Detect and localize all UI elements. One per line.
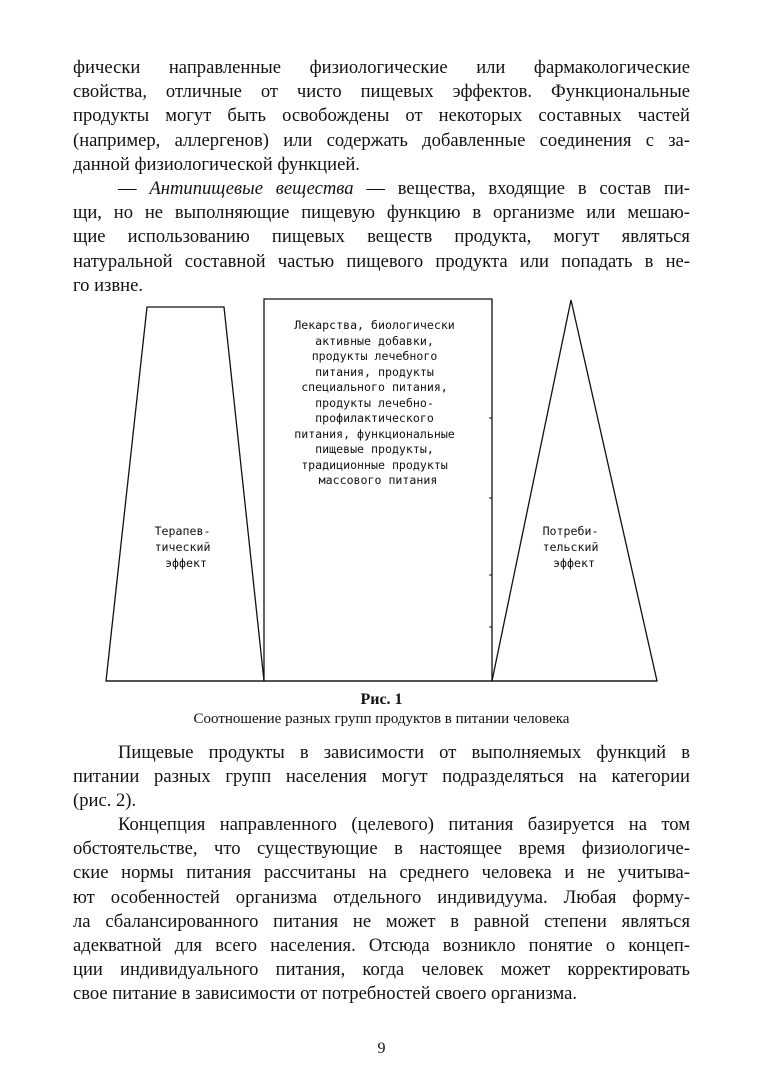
label-line: тический xyxy=(154,540,211,554)
label-line: эффект xyxy=(553,556,595,570)
page-number: 9 xyxy=(377,1040,386,1057)
paragraph-line: данной физиологической функцией. xyxy=(73,153,360,175)
em-dash: — xyxy=(118,178,137,199)
paragraph-2 xyxy=(73,177,690,298)
label-line: тельский xyxy=(542,540,599,554)
term-antinutrients: Антипищевые вещества xyxy=(149,178,354,199)
paragraph-line: го извне. xyxy=(73,274,144,296)
paragraph-line xyxy=(73,177,690,201)
paragraph-line: фически направленные физиологические или фармакологические xyxy=(73,57,690,78)
label-line: профилактического xyxy=(315,411,434,425)
label-line: питания, функциональные xyxy=(294,427,455,441)
label-line: Потреби- xyxy=(542,524,599,538)
label-line: продукты лечебного xyxy=(311,349,438,363)
therapeutic-effect-label xyxy=(155,524,218,570)
label-line: эффект xyxy=(165,556,207,570)
paragraph-line: ции индивидуального питания, когда человек может корректировать xyxy=(73,959,690,981)
paragraph-line: щи, но не выполняющие пищевую функцию в организме или мешаю- xyxy=(73,202,690,224)
paragraph-line: Пищевые продукты в зависимости от выполняемых функций в xyxy=(118,742,690,763)
paragraph-line: ют особенностей организма отдельного индивидуума. Любая форму- xyxy=(73,886,690,908)
consumer-effect-label xyxy=(543,524,606,570)
paragraph-4 xyxy=(73,813,690,1007)
paragraph-line: адекватной для всего населения. Отсюда возникло понятие о концеп- xyxy=(73,934,690,956)
figure-caption-text: Соотношение разных групп продуктов в питании человека xyxy=(193,711,570,727)
label-line: Лекарства, биологически xyxy=(294,318,455,332)
label-line: массового питания xyxy=(318,473,438,487)
label-line: пищевые продукты, xyxy=(315,442,434,456)
label-line: Терапев- xyxy=(154,524,211,538)
paragraph-line: свое питание в зависимости от потребностей своего организма. xyxy=(73,983,578,1005)
paragraph-line: продукты могут быть освобождены от некоторых составных частей xyxy=(73,105,690,127)
therapeutic-trapezoid xyxy=(106,307,264,681)
label-line: продукты лечебно- xyxy=(315,396,434,410)
paragraph-3 xyxy=(73,741,690,814)
paragraph-line: ские нормы питания рассчитаны на среднего человека и не учитыва- xyxy=(73,862,690,884)
paragraph-line: натуральной составной частью пищевого продукта или попадать в не- xyxy=(73,250,690,272)
figure-1-diagram xyxy=(0,295,763,690)
figure-caption-number: Рис. 1 xyxy=(360,691,403,708)
paragraph-line: свойства, отличные от чисто пищевых эффектов. Функциональные xyxy=(73,81,690,103)
label-line: специального питания, xyxy=(301,380,448,394)
label-line: активные добавки, xyxy=(315,334,434,348)
paragraph-line: ла сбалансированного питания не может в равной степени являться xyxy=(73,910,690,932)
paragraph-line: Концепция направленного (целевого) питания базируется на том xyxy=(118,814,690,835)
consumer-triangle xyxy=(492,300,657,681)
paragraph-line-rest: — вещества, входящие в состав пи- xyxy=(353,178,690,199)
paragraph-line: обстоятельстве, что существующие в настоящее время физиологиче- xyxy=(73,838,690,860)
paragraph-line: (например, аллергенов) или содержать добавленные соединения с за- xyxy=(73,129,690,151)
label-line: питания, продукты xyxy=(315,365,434,379)
paragraph-line: щие использованию пищевых веществ продукта, могут являться xyxy=(73,226,690,248)
paragraph-line: питании разных групп населения могут подразделяться на категории xyxy=(73,766,690,788)
paragraph-line: (рис. 2). xyxy=(73,790,137,812)
label-line: традиционные продукты xyxy=(301,458,448,472)
product-groups-label xyxy=(294,318,462,487)
paragraph-1 xyxy=(73,56,690,177)
